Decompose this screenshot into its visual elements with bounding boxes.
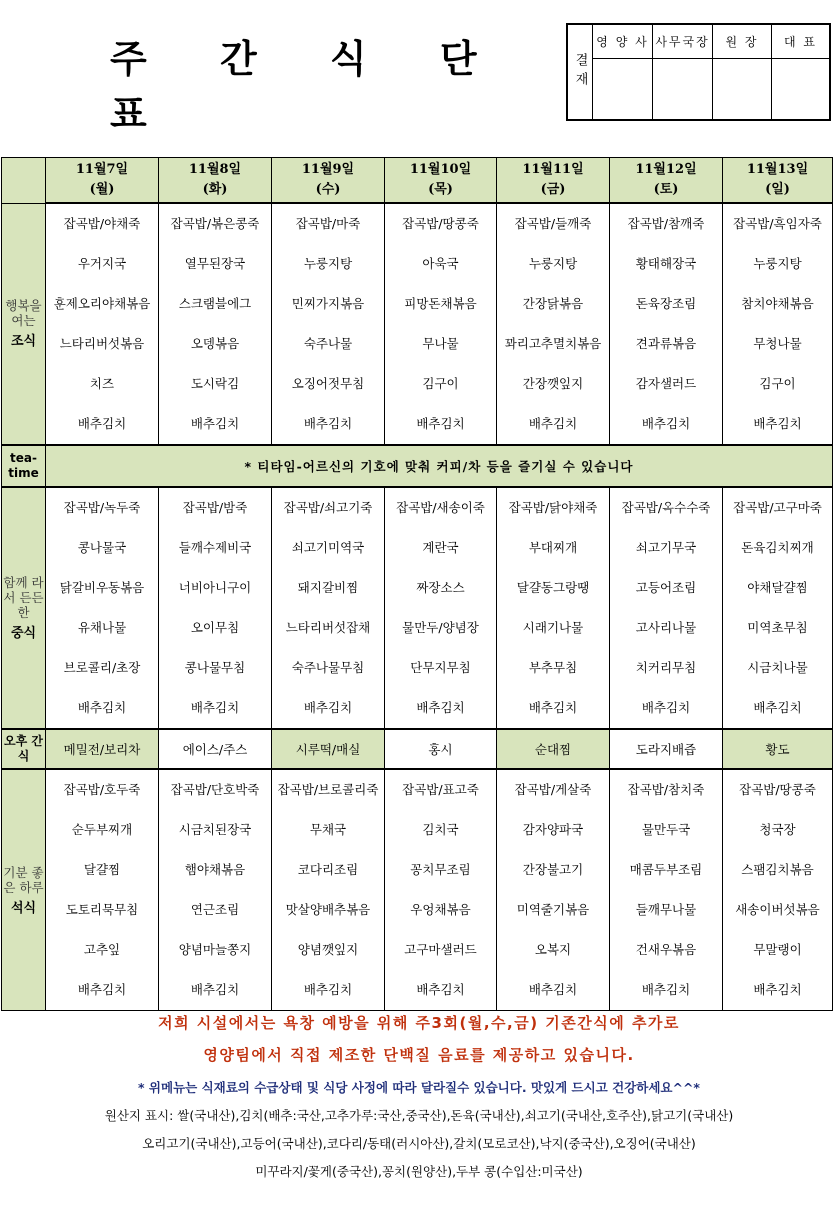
menu-item: 돈육김치찌개	[741, 540, 814, 555]
menu-item: 잡곡밥/땅콩죽	[402, 216, 479, 231]
snack-cell: 홍시	[385, 729, 497, 769]
menu-item: 콩나물무침	[184, 660, 246, 675]
teatime-row	[2, 445, 833, 487]
menu-item: 오징어젓무침	[291, 376, 365, 391]
notice-red-line-2: 영양팀에서 직접 제조한 단백질 음료를 제공하고 있습니다.	[203, 1046, 635, 1064]
menu-item: 김구이	[422, 376, 459, 391]
breakfast-side-label	[2, 203, 46, 445]
menu-item: 고구마샐러드	[404, 942, 477, 957]
menu-item: 아욱국	[422, 256, 459, 271]
menu-item: 물만두/양념장	[402, 620, 479, 635]
dinner-day-cell	[385, 769, 497, 1011]
dinner-side-label	[2, 769, 46, 1011]
menu-item: 김치국	[422, 822, 459, 837]
origin-line-3: 미꾸라지/꽃게(중국산),꽁치(원양산),두부 콩(수입산:미국산)	[255, 1164, 583, 1179]
dinner-day-cell	[159, 769, 272, 1011]
menu-item: 배추김치	[528, 700, 578, 715]
menu-item: 피망돈채볶음	[404, 296, 477, 311]
menu-item: 배추김치	[190, 416, 240, 431]
menu-item: 배추김치	[641, 416, 691, 431]
menu-item: 잡곡밥/참깨죽	[627, 216, 705, 231]
menu-item: 배추김치	[77, 982, 127, 997]
menu-item: 꽈리고추멸치볶음	[504, 336, 602, 351]
menu-item: 닭갈비우동볶음	[59, 580, 145, 595]
lunch-tagline: 함께 라서 든든한	[3, 575, 44, 620]
menu-item: 잡곡밥/흑임자죽	[733, 216, 822, 231]
approval-col-secretary	[653, 25, 713, 119]
menu-item: 숙주나물무침	[291, 660, 365, 675]
snack-cell: 시루떡/매실	[272, 729, 385, 769]
menu-item: 짜장소스	[416, 580, 465, 595]
snack-cell: 순대찜	[497, 729, 610, 769]
menu-item: 누룽지탕	[303, 256, 353, 271]
lunch-title: 중식	[10, 626, 37, 641]
menu-item: 부추무침	[528, 660, 578, 675]
menu-item: 배추김치	[416, 416, 465, 431]
menu-item: 숙주나물	[303, 336, 353, 351]
menu-item: 잡곡밥/쇠고기죽	[283, 500, 373, 515]
menu-item: 배추김치	[190, 700, 240, 715]
breakfast-day-cell	[159, 203, 272, 445]
menu-item: 달걀찜	[83, 862, 121, 877]
notice-disclaimer: * 위메뉴는 식재료의 수급상태 및 식당 사정에 따라 달라질수 있습니다. 맛있게 드시고 건강하세요^^*	[138, 1080, 700, 1095]
dinner-title: 석식	[10, 900, 37, 916]
lunch-day-cell	[46, 487, 159, 729]
weekly-menu-table	[1, 157, 833, 1011]
breakfast-day-cell	[610, 203, 723, 445]
day-header-row	[2, 158, 833, 204]
day-header: 11월11일 (금)	[497, 158, 610, 204]
menu-item: 시금치된장국	[178, 822, 252, 837]
menu-item: 달걀동그랑땡	[516, 580, 590, 595]
lunch-day-cell	[723, 487, 833, 729]
day-header: 11월13일 (일)	[723, 158, 833, 204]
breakfast-row	[2, 203, 833, 445]
menu-item: 잡곡밥/표고죽	[402, 782, 479, 797]
menu-item: 치커리무침	[635, 660, 697, 675]
menu-item: 도시락김	[190, 376, 240, 391]
menu-item: 스크램블에그	[178, 296, 252, 311]
menu-item: 잡곡밥/볶은콩죽	[170, 216, 260, 231]
approval-col-nutritionist	[593, 25, 653, 119]
origin-line-2: 오리고기(국내산),고등어(국내산),코다리/동태(러시아산),갈치(모로코산),낙지(중국산),오징어(국내산)	[142, 1136, 696, 1151]
menu-item: 오복지	[534, 942, 572, 957]
breakfast-day-cell	[385, 203, 497, 445]
menu-item: 황태해장국	[635, 256, 697, 271]
breakfast-title: 조식	[10, 334, 37, 350]
menu-item: 쇠고기미역국	[291, 540, 365, 555]
menu-item: 잡곡밥/호두죽	[63, 782, 141, 797]
menu-item: 햄야채볶음	[184, 862, 246, 877]
menu-item: 배추김치	[753, 416, 802, 431]
menu-item: 배추김치	[303, 982, 353, 997]
menu-item: 누룽지탕	[528, 256, 578, 271]
menu-item: 잡곡밥/새송이죽	[396, 500, 485, 515]
menu-item: 누룽지탕	[753, 256, 802, 271]
menu-item: 잡곡밥/옥수수죽	[621, 500, 711, 515]
menu-item: 고사리나물	[635, 620, 697, 635]
breakfast-day-cell	[497, 203, 610, 445]
snack-cell: 메밀전/보리차	[46, 729, 159, 769]
menu-item: 연근조림	[190, 902, 240, 917]
breakfast-day-cell	[272, 203, 385, 445]
dinner-tagline: 기분 좋은 하루	[3, 864, 44, 895]
menu-item: 잡곡밥/게살죽	[514, 782, 592, 797]
menu-item: 브로콜리/초장	[63, 660, 141, 675]
menu-item: 무말랭이	[753, 942, 802, 957]
menu-item: 너비아니구이	[178, 580, 252, 595]
lunch-day-cell	[159, 487, 272, 729]
menu-item: 계란국	[422, 540, 459, 555]
menu-item: 건새우볶음	[635, 942, 697, 957]
menu-item: 배추김치	[303, 416, 353, 431]
snack-row	[2, 729, 833, 769]
approval-box	[566, 23, 831, 121]
menu-item: 훈제오리야채볶음	[53, 296, 151, 311]
day-header: 11월8일 (화)	[159, 158, 272, 204]
menu-item: 잡곡밥/녹두죽	[63, 500, 141, 515]
menu-item: 잡곡밥/야채죽	[63, 216, 141, 231]
menu-item: 청국장	[759, 822, 796, 837]
lunch-side-label	[2, 487, 46, 729]
corner-cell	[2, 158, 46, 204]
lunch-day-cell	[385, 487, 497, 729]
menu-item: 코다리조림	[297, 862, 359, 877]
dinner-day-cell	[723, 769, 833, 1011]
menu-item: 감자샐러드	[635, 376, 697, 391]
menu-item: 시래기나물	[522, 620, 584, 635]
menu-item: 배추김치	[416, 700, 465, 715]
menu-item: 배추김치	[77, 700, 127, 715]
day-header: 11월12일 (토)	[610, 158, 723, 204]
menu-item: 참치야채볶음	[741, 296, 814, 311]
menu-item: 꽁치무조림	[410, 862, 471, 877]
menu-item: 감자양파국	[522, 822, 584, 837]
approval-role: 원 장	[713, 25, 771, 59]
menu-item: 오뎅볶음	[190, 336, 240, 351]
menu-item: 미역줄기볶음	[516, 902, 590, 917]
breakfast-day-cell	[723, 203, 833, 445]
menu-item: 고추잎	[83, 942, 121, 957]
lunch-day-cell	[497, 487, 610, 729]
lunch-day-cell	[610, 487, 723, 729]
menu-item: 배추김치	[641, 982, 691, 997]
approval-col-ceo	[772, 25, 829, 119]
approval-col-director	[713, 25, 772, 119]
approval-role: 사무국장	[653, 25, 712, 59]
origin-line-1: 원산지 표시: 쌀(국내산),김치(배추:국산,고추가루:국산,중국산),돈육(국내산),쇠고기(국내산,호주산),닭고기(국내산)	[104, 1108, 734, 1123]
lunch-row	[2, 487, 833, 729]
menu-item: 돼지갈비찜	[297, 580, 359, 595]
menu-item: 배추김치	[416, 982, 465, 997]
menu-item: 김구이	[759, 376, 796, 391]
menu-item: 무채국	[309, 822, 347, 837]
menu-item: 고등어조림	[635, 580, 697, 595]
menu-item: 간장닭볶음	[522, 296, 584, 311]
menu-item: 배추김치	[528, 982, 578, 997]
menu-item: 무나물	[422, 336, 459, 351]
approval-role: 대 표	[772, 25, 829, 59]
menu-item: 무청나물	[753, 336, 802, 351]
menu-item: 배추김치	[77, 416, 127, 431]
menu-item: 배추김치	[190, 982, 240, 997]
day-header: 11월7일 (월)	[46, 158, 159, 204]
approval-label: 결재	[568, 25, 593, 119]
menu-item: 잡곡밥/브로콜리죽	[277, 782, 379, 797]
menu-item: 배추김치	[641, 700, 691, 715]
menu-item: 간장깻잎지	[522, 376, 584, 391]
snack-cell: 황도	[723, 729, 833, 769]
menu-item: 도토리묵무침	[65, 902, 139, 917]
page-title: 주 간 식 단 표	[110, 37, 507, 136]
menu-item: 야채달걀찜	[747, 580, 808, 595]
dinner-day-cell	[610, 769, 723, 1011]
menu-item: 미역초무침	[747, 620, 808, 635]
menu-item: 견과류볶음	[635, 336, 697, 351]
menu-item: 느타리버섯잡채	[285, 620, 371, 635]
dinner-row	[2, 769, 833, 1011]
menu-item: 순두부찌개	[71, 822, 133, 837]
menu-item: 간장불고기	[522, 862, 584, 877]
snack-side-label: 오후 간식	[2, 729, 46, 769]
menu-item: 잡곡밥/땅콩죽	[739, 782, 816, 797]
menu-item: 스팸김치볶음	[741, 862, 814, 877]
dinner-day-cell	[497, 769, 610, 1011]
menu-item: 배추김치	[753, 700, 802, 715]
snack-cell: 에이스/주스	[159, 729, 272, 769]
menu-item: 오이무침	[190, 620, 240, 635]
breakfast-tagline: 행복을 여는	[5, 298, 42, 329]
notice-red-line-1: 저희 시설에서는 욕창 예방을 위해 주3회(월,수,금) 기존간식에 추가로	[158, 1014, 680, 1032]
menu-item: 치즈	[89, 376, 115, 391]
menu-item: 물만두국	[641, 822, 691, 837]
menu-item: 잡곡밥/밤죽	[182, 500, 248, 515]
menu-item: 부대찌개	[528, 540, 578, 555]
dinner-day-cell	[272, 769, 385, 1011]
menu-item: 우거지국	[77, 256, 127, 271]
menu-item: 우엉채볶음	[410, 902, 471, 917]
dinner-day-cell	[46, 769, 159, 1011]
menu-item: 잡곡밥/마죽	[295, 216, 361, 231]
menu-item: 배추김치	[303, 700, 353, 715]
lunch-day-cell	[272, 487, 385, 729]
menu-item: 쇠고기무국	[635, 540, 697, 555]
menu-item: 잡곡밥/단호박죽	[170, 782, 260, 797]
approval-role: 영 양 사	[593, 25, 652, 59]
menu-item: 잡곡밥/참치죽	[627, 782, 705, 797]
menu-item: 시금치나물	[747, 660, 808, 675]
day-header: 11월9일 (수)	[272, 158, 385, 204]
menu-item: 배추김치	[753, 982, 802, 997]
menu-item: 새송이버섯볶음	[735, 902, 820, 917]
menu-item: 민찌가지볶음	[291, 296, 365, 311]
menu-item: 양념깻잎지	[297, 942, 359, 957]
teatime-note: * 티타임-어르신의 기호에 맞춰 커피/차 등을 즐기실 수 있습니다	[46, 445, 833, 487]
menu-item: 열무된장국	[184, 256, 246, 271]
menu-item: 배추김치	[528, 416, 578, 431]
menu-item: 콩나물국	[77, 540, 127, 555]
menu-item: 매콤두부조림	[629, 862, 703, 877]
menu-item: 맛살양배추볶음	[285, 902, 371, 917]
teatime-side-label: tea-time	[2, 445, 46, 487]
menu-item: 잡곡밥/고구마죽	[733, 500, 822, 515]
menu-item: 양념마늘쫑지	[178, 942, 252, 957]
breakfast-day-cell	[46, 203, 159, 445]
menu-item: 유채나물	[77, 620, 127, 635]
menu-item: 잡곡밥/닭야채죽	[508, 500, 598, 515]
menu-item: 느타리버섯볶음	[59, 336, 145, 351]
snack-cell: 도라지배즙	[610, 729, 723, 769]
menu-item: 들깨수제비국	[178, 540, 252, 555]
menu-item: 돈육장조림	[635, 296, 697, 311]
day-header: 11월10일 (목)	[385, 158, 497, 204]
menu-item: 단무지무침	[410, 660, 471, 675]
menu-item: 들깨무나물	[635, 902, 697, 917]
menu-item: 잡곡밥/들깨죽	[514, 216, 592, 231]
